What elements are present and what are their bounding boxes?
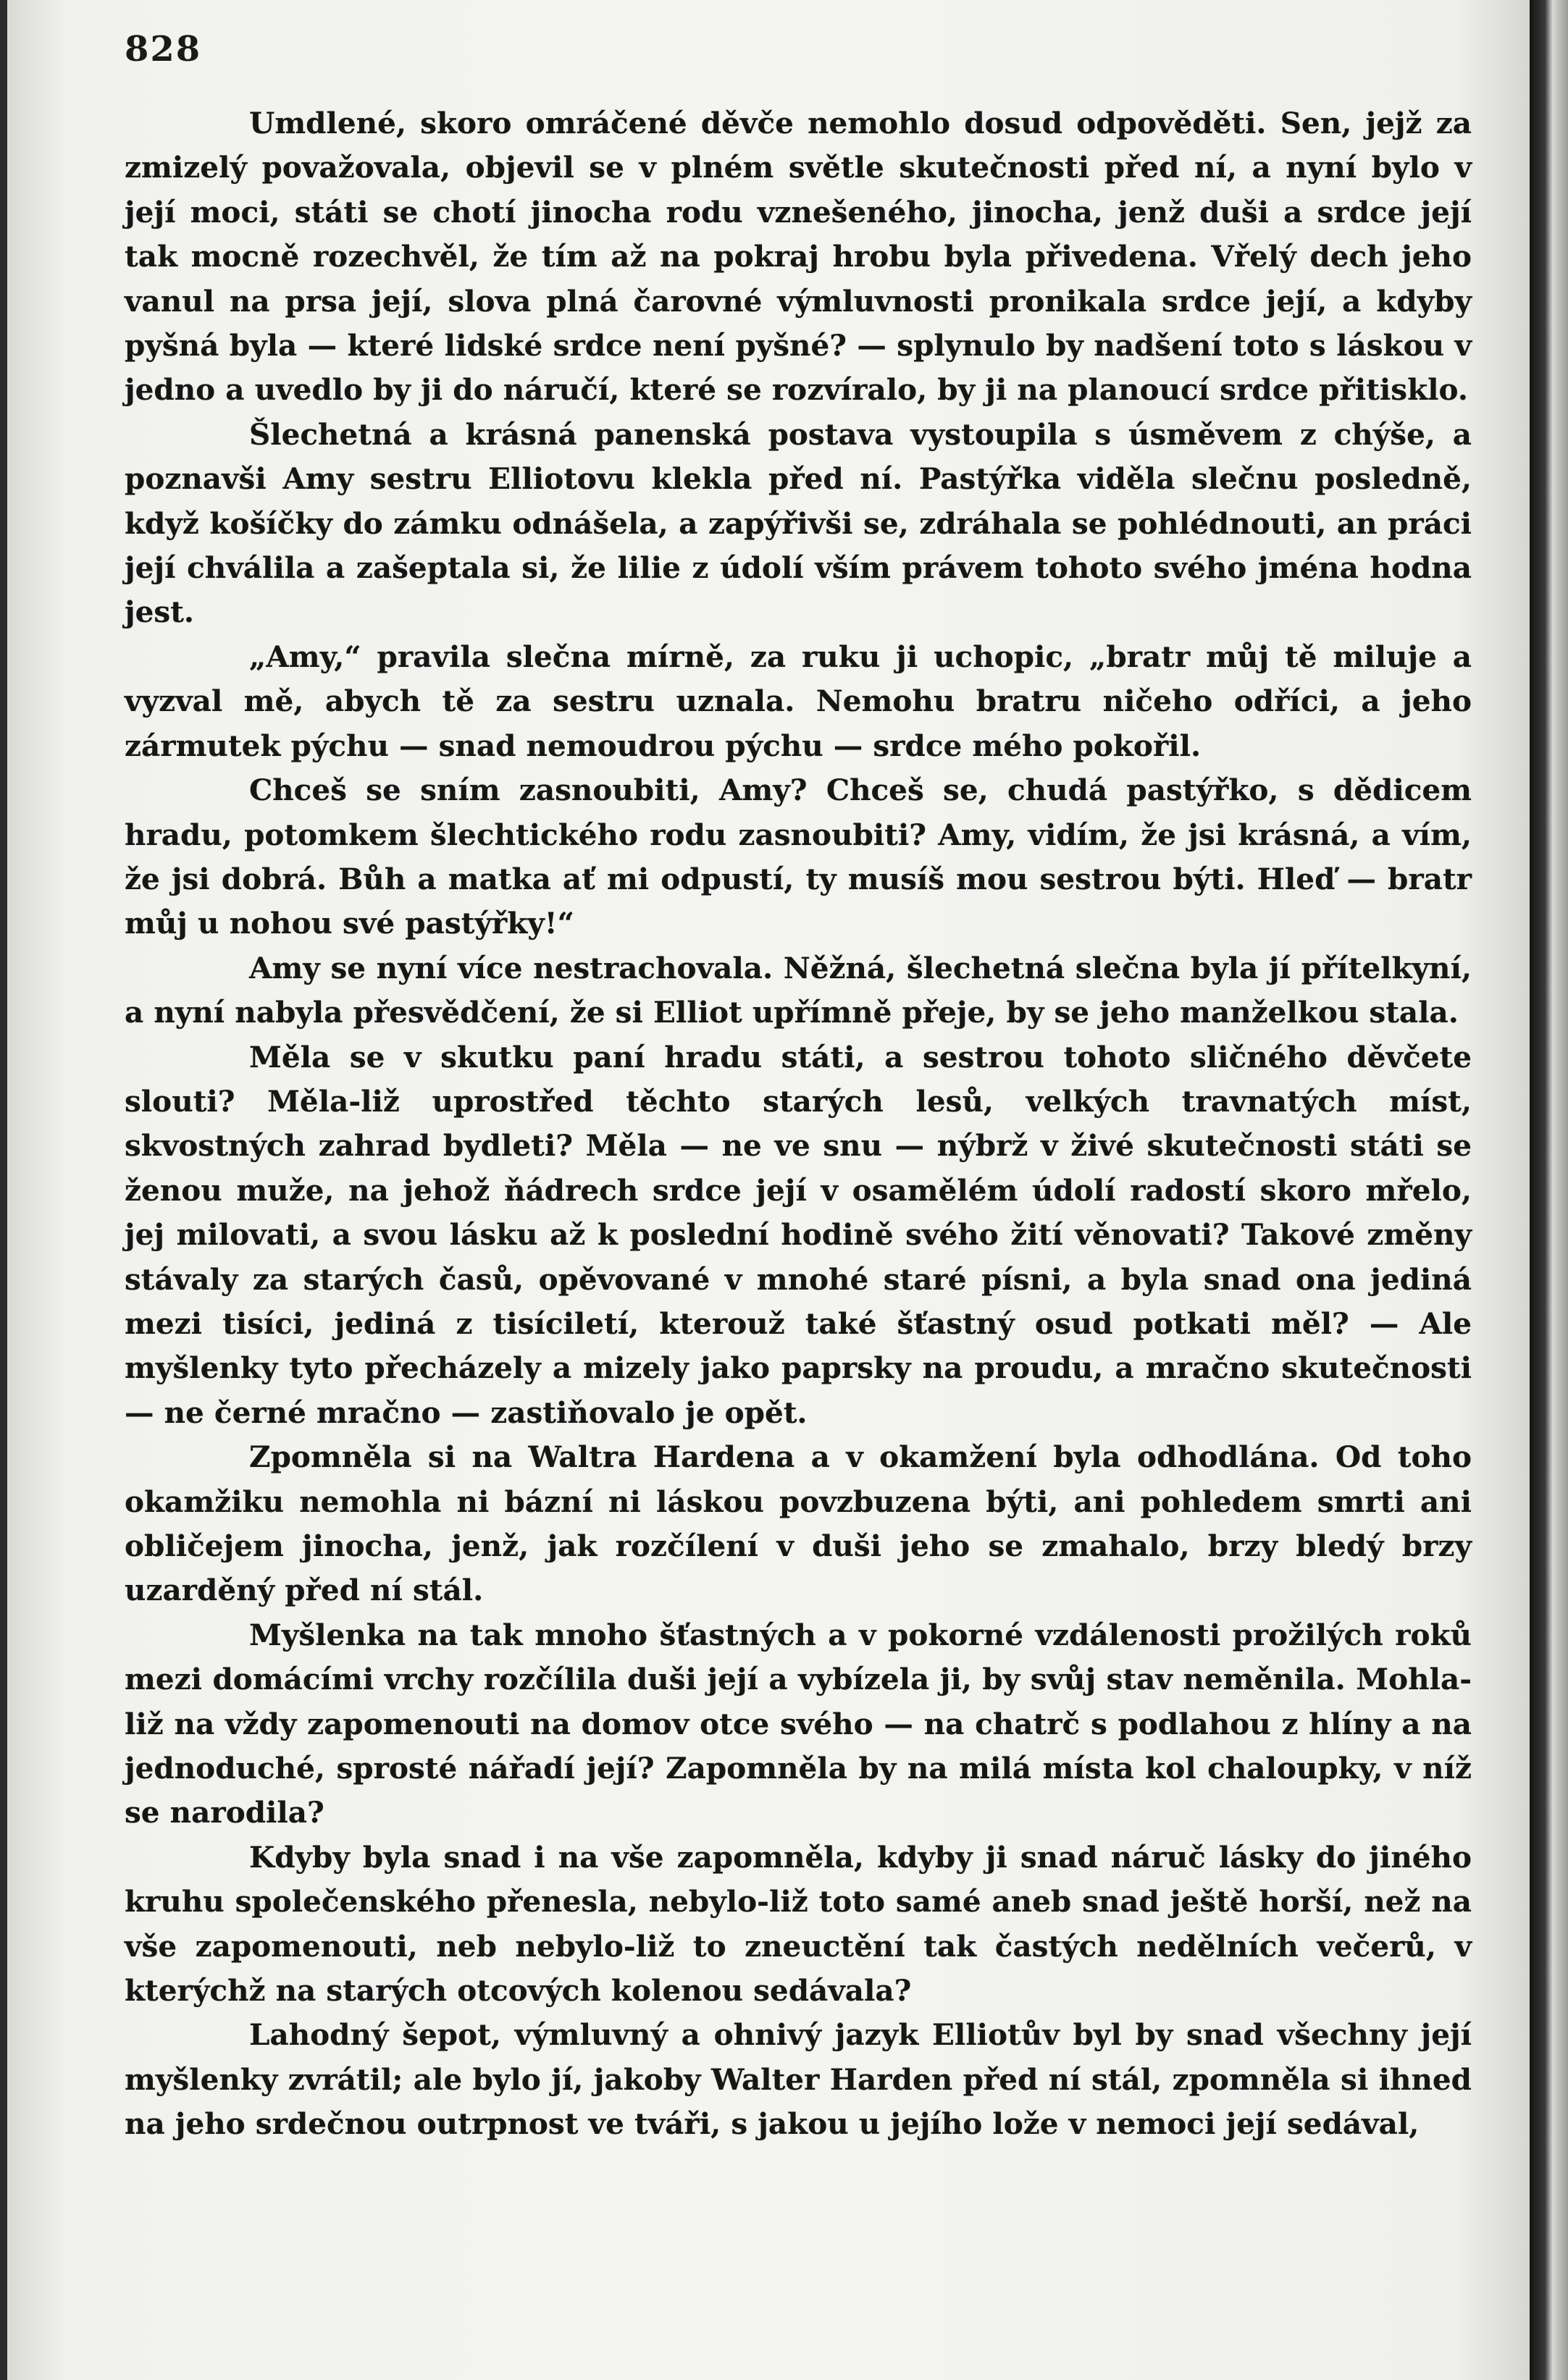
paragraph: Šlechetná a krásná panenská postava vystoupila s úsměvem z chýše, a poznavši Amy sestru Elliotovu klekla před ní. Pastýřka viděla slečnu posledně, když košíčky do zámku odnášela, a zapýřivši se, zdráhala se pohlédnouti, an práci její chválila a zašeptala si, že lilie z údolí vším právem tohoto svého jména hodna jest.: [125, 416, 1472, 630]
paragraph: Chceš se sním zasnoubiti, Amy? Chceš se, chudá pastýřko, s dědicem hradu, potomkem šlechtického rodu zasnoubiti? Amy, vidím, že jsi krásná, a vím, že jsi dobrá. Bůh a matka ať mi odpustí, ty musíš mou sestrou býti. Hleď — bratr můj u nohou své pastýřky!“: [125, 773, 1472, 941]
paragraph: Měla se v skutku paní hradu státi, a sestrou tohoto sličného děvčete slouti? Měla-liž uprostřed těchto starých lesů, velkých travnatých míst, skvostných zahrad bydleti? Měla — ne ve snu — nýbrž v živé skutečnosti státi se ženou muže, na jehož ňádrech srdce její v osamělém údolí radostí skoro mřelo, jej milovati, a svou lásku až k poslední hodině svého žití věnovati? Takové změny stávaly za starých časů, opěvované v mnohé staré písni, a byla snad ona jediná mezi tisíci, jediná z tisíciletí, kterouž také šťastný osud potkati měl? — Ale myšlenky tyto přecházely a mizely jako paprsky na proudu, a mračno skutečnosti — ne černé mračno — zastiňovalo je opět.: [125, 1039, 1472, 1430]
paragraph: „Amy,“ pravila slečna mírně, za ruku ji uchopic, „bratr můj tě miluje a vyzval mě, abych tě za sestru uznala. Nemohu bratru ničeho odříci, a jeho zármutek pýchu — snad nemoudrou pýchu — srdce mého pokořil.: [125, 639, 1472, 763]
paragraph: Kdyby byla snad i na vše zapomněla, kdyby ji snad náruč lásky do jiného kruhu společenského přenesla, nebylo-liž toto samé aneb snad ještě horší, než na vše zapomenouti, neb nebylo-liž to zneuctění tak častých nedělních večerů, v kterýchž na starých otcových kolenou sedávala?: [125, 1839, 1472, 2009]
book-page: [7, 0, 1530, 2380]
paragraph: Lahodný šepot, výmluvný a ohnivý jazyk Elliotův byl by snad všechny její myšlenky zvrátil; ale bylo jí, jakoby Walter Harden před ní stál, zpomněla si ihned na jeho srdečnou outrpnost ve tváři, s jakou u jejího lože v nemoci její sedával,: [125, 2017, 1472, 2142]
page-number: 828: [125, 29, 202, 70]
text-column: [125, 101, 1472, 2147]
paragraph: Zpomněla si na Waltra Hardena a v okamžení byla odhodlána. Od toho okamžiku nemohla ni bázní ni láskou povzbuzena býti, ani pohledem smrti ani obličejem jinocha, jenž, jak rozčílení v duši jeho se zmahalo, brzy bledý brzy uzarděný před ní stál.: [125, 1439, 1472, 1608]
paragraph: Amy se nyní více nestrachovala. Něžná, šlechetná slečna byla jí přítelkyní, a nyní nabyla přesvědčení, že si Elliot upřímně přeje, by se jeho manželkou stala.: [125, 950, 1472, 1030]
book-spine-edge: [1530, 0, 1568, 2380]
paragraph: Umdlené, skoro omráčené děvče nemohlo dosud odpověděti. Sen, jejž za zmizelý považovala, objevil se v plném světle skutečnosti před ní, a nyní bylo v její moci, státi se chotí jinocha rodu vznešeného, jinocha, jenž duši a srdce její tak mocně rozechvěl, že tím až na pokraj hrobu byla přivedena. Vřelý dech jeho vanul na prsa její, slova plná čarovné výmluvnosti pronikala srdce její, a kdyby pyšná byla — které lidské srdce není pyšné? — splynulo by nadšení toto s láskou v jedno a uvedlo by ji do náručí, které se rozvíralo, by ji na planoucí srdce přitisklo.: [125, 106, 1472, 408]
paragraph: Myšlenka na tak mnoho šťastných a v pokorné vzdálenosti prožilých roků mezi domácími vrchy rozčílila duši její a vybízela ji, by svůj stav neměnila. Mohla-liž na vždy zapomenouti na domov otce svého — na chatrč s podlahou z hlíny a na jednoduché, sprosté nářadí její? Zapomněla by na milá místa kol chaloupky, v níž se narodila?: [125, 1617, 1472, 1830]
